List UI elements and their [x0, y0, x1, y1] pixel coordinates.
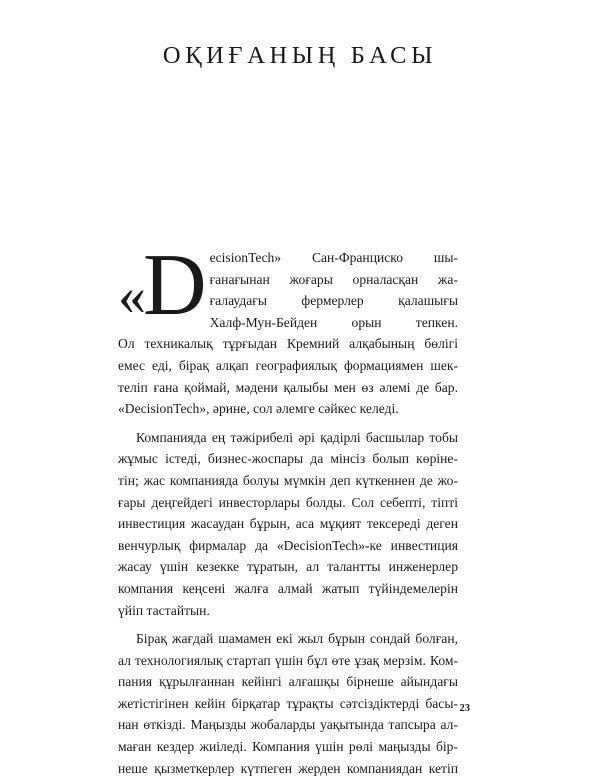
page-number: 23 [459, 703, 470, 714]
text-line: ғалаудағы фермерлер қалашығы [209, 293, 458, 309]
text-line: жұмыс істеді, бизнес-жоспары да мінсіз болып көріне- [118, 451, 458, 467]
text-line: пания құрылғаннан кейінгі алғашқы бірнеше айындағы [118, 674, 458, 690]
text-line: инвестиция жасаудан бұрын, аса мұқият тексереді деген [118, 516, 458, 532]
text-line: емес еді, бірақ алқап географиялық формациямен шек- [118, 357, 458, 373]
dropcap [118, 237, 207, 334]
text-line: маған кездер жиіледі. Компания үшін рөлі маңызды бір- [118, 739, 458, 755]
text-line: венчурлық фирмалар да «DecisionTech»-ке инвестиция [118, 537, 458, 553]
dropcap-letter: D [143, 237, 207, 334]
text-line: неше қызметкерлер күтпеген жерден компаниядан кетіп [118, 760, 458, 776]
text-line: Халф-Мун-Бейден орын тепкен. [209, 314, 458, 330]
text-line: жетістігінен кейін бірқатар тұрақты сәтсіздіктерді басы- [118, 695, 458, 711]
text-line: Бірақ жағдай шамамен екі жыл бұрын сондай болған, [136, 631, 458, 647]
paragraph-3 [118, 628, 458, 779]
text-line: нан өткізді. Маңызды жобаларды уақытында тапсыра ал- [118, 717, 458, 733]
text-line: ғары деңгейдегі инвесторлары болды. Сол себепті, тіпті [118, 494, 458, 510]
dropcap-quote: « [118, 265, 142, 327]
chapter-title: ОҚИҒАНЫҢ БАСЫ [162, 42, 438, 69]
body-text [118, 237, 458, 779]
text-line: ecisionTech» Сан-Франциско шы- [209, 250, 458, 265]
text-line: үйіп тастайтын. [118, 602, 210, 618]
text-line: жасау үшін кезекке тұратын, ал талантты инженерлер [118, 559, 458, 575]
text-line: теліп ғана қоймай, мәдени қалыбы мен өз әлемі де бар. [118, 379, 458, 395]
text-line: ал технологиялық стартап үшін бұл өте ұзақ мерзім. Ком- [118, 652, 458, 668]
paragraph-1 [118, 237, 458, 420]
text-line: «DecisionTech», әрине, сол әлемге сәйкес келеді. [118, 401, 399, 417]
text-line: Компанияда ең тәжірибелі әрі қадірлі басшылар тобы [136, 429, 458, 445]
text-line: компания кеңсені жалға алмай жатып түйіндемелерін [118, 580, 458, 596]
text-line: Ол техникалық тұрғыдан Кремний алқабының бөлігі [118, 336, 458, 352]
text-line: ғанағынан жоғары орналасқан жа- [209, 271, 458, 287]
paragraph-2 [118, 427, 458, 621]
text-line: тін; жас компанияда болуы мүмкін деп күткеннен де жо- [118, 472, 458, 488]
